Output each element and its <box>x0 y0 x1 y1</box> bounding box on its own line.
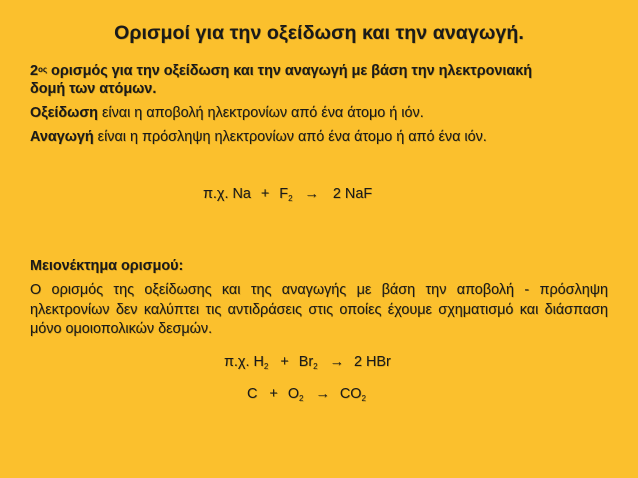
example-equation-2 <box>224 353 391 373</box>
example-equation-3 <box>247 385 366 405</box>
definition-heading-text: ορισμός για την οξείδωση και την αναγωγή με βάση την ηλεκτρονιακή <box>47 63 533 79</box>
disadvantage-text: Ο ορισμός της οξείδωσης και της αναγωγής με βάση την αποβολή - πρόσληψη ηλεκτρονίων δεν καλύπτει τις αντιδράσεις στις οποίες έχουμε σχηματισμό και διάσπαση μόνο ομοιοπολικών δεσμών. <box>30 282 608 337</box>
eq2-reactant2: $Br_2$ <box>298 354 318 371</box>
eq2-prefix: π.χ. $H_2$ <box>224 354 269 371</box>
oxidation-definition <box>30 104 424 122</box>
eq1-reactant2: $F_2$ <box>279 186 293 203</box>
eq2-product: 2 HBr <box>353 354 391 370</box>
reduction-term: Αναγωγή <box>30 129 94 145</box>
definition-heading-line1 <box>30 62 532 80</box>
eq3-reactant1: C <box>247 386 258 402</box>
eq2-plus: + <box>280 354 289 370</box>
eq3-product: $CO_2$ <box>339 386 366 403</box>
reduction-definition <box>30 128 487 146</box>
eq1-product: 2 NaF <box>332 186 373 202</box>
eq3-reactant2: $O_2$ <box>287 386 304 403</box>
definition-heading-line2: δομή των ατόμων. <box>30 81 157 97</box>
example-equation-1 <box>203 185 372 205</box>
eq1-plus: + <box>260 186 270 202</box>
oxidation-text: είναι η αποβολή ηλεκτρονίων από ένα άτομο ή ιόν. <box>97 105 424 121</box>
disadvantage-heading: Μειονέκτημα ορισμού: <box>30 258 184 274</box>
eq3-plus: + <box>269 386 278 402</box>
definition-number: 2 <box>30 63 39 79</box>
page-title: Ορισμοί για την οξείδωση και την αναγωγή. <box>114 22 524 44</box>
eq1-arrow: → <box>304 186 319 202</box>
reduction-text: είναι η πρόσληψη ηλεκτρονίων από ένα άτομο ή από ένα ιόν. <box>93 129 487 145</box>
ordinal-suffix: ος <box>38 65 48 74</box>
oxidation-term: Οξείδωση <box>30 105 98 121</box>
eq1-prefix: π.χ. Na <box>203 186 251 202</box>
eq2-arrow: → <box>329 354 344 370</box>
eq3-arrow: → <box>315 386 330 402</box>
